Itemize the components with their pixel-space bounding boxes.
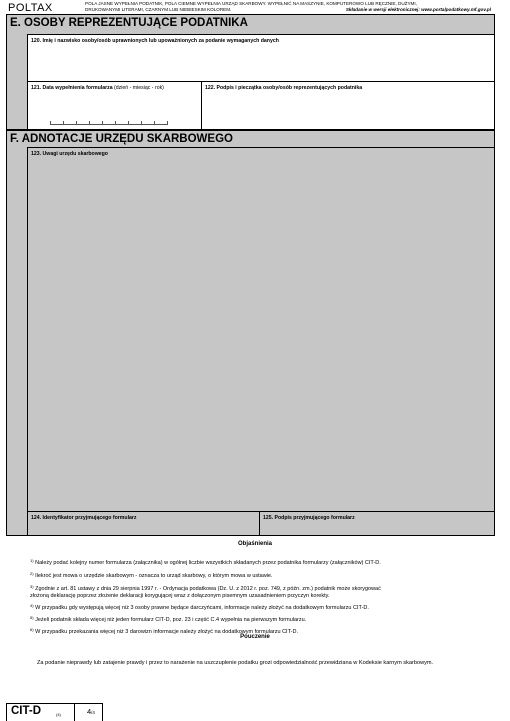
form-code-box [6, 703, 103, 721]
explanations-title: Objaśnienia [237, 541, 272, 547]
explanation-item-1: $^{1)}$ Należy podać kolejny numer formularza (załącznika) w ogólnej liczbie wszystkich składanych przez podatnika formularzy (załączników) CIT-D. [30, 558, 381, 566]
electronic-submission-note: Składanie w wersji elektronicznej: www.portalpodatkowy.mf.gov.pl [345, 6, 491, 12]
field-125-receiver-signature [260, 511, 494, 535]
explanation-item-3: $^{3)}$ Zgodnie z art. 81 ustawy z dnia 29 sierpnia 1997 r. - Ordynacja podatkowa (Dz. U. z 2012 r. poz. 749, z późn. zm.) podatnik może skorygować [30, 584, 381, 592]
explanation-item-3-cont: złożoną deklarację poprzez złożenie deklaracji korygującej wraz z dołączonym pisemnym uzasadnieniem przyczyn korekty. [30, 593, 330, 599]
explanation-item-5: $^{5)}$ Jeżeli podatnik składa więcej niż jeden formularz CIT-D, poz. 23 i część C.4 wypełnia na pierwszym formularzu. [30, 615, 307, 623]
field-122-signature[interactable] [202, 81, 494, 129]
form-code-divider [74, 704, 75, 721]
instructions-line-1: POLA JASNE WYPEŁNIA PODATNIK, POLA CIEMNE WYPEŁNIA URZĄD SKARBOWY. WYPEŁNIĆ NA MASZYNIE, KOMPUTEROWO LUB RĘCZNIE, DUŻYMI, [85, 1, 417, 6]
page-number [87, 707, 95, 716]
brand-logo: POLTAX [8, 2, 53, 14]
section-e-title: E. OSOBY REPREZENTUJĄCE PODATNIKA [10, 17, 248, 29]
explanation-item-6: $^{6)}$ W przypadku przekazania więcej niż 3 darowizn informacje należy złożyć na dodatkowym formularzu CIT-D. [30, 627, 298, 635]
page-current: 4 [87, 707, 92, 716]
form-version: (4) [56, 712, 61, 717]
field-123-label: 123. Uwagi urzędu skarbowego [31, 151, 108, 157]
field-125-label: 125. Podpis przyjmującego formularz [263, 515, 355, 521]
form-code: CIT-D [11, 705, 42, 717]
instruction-title: Pouczenie [240, 634, 270, 640]
field-120-label: 120. Imię i nazwisko osoby/osób uprawnionych lub upoważnionych za podanie wymaganych danych [31, 38, 279, 44]
field-124-label: 124. Identyfikator przyjmującego formularz [31, 515, 137, 521]
explanation-item-4: $^{4)}$ W przypadku gdy występują więcej niż 3 osoby prawne będące darczyńcami, informacje należy złożyć na dodatkowym formularzu CIT-D. [30, 603, 369, 611]
page-total: /4 [91, 710, 95, 715]
field-121-label: 121. Data wypełnienia formularza [31, 85, 113, 91]
date-boxes [50, 122, 168, 125]
explanation-item-2: $^{2)}$ Ilekroć jest mowa o urzędzie skarbowym - oznacza to urząd skarbowy, o którym mowa w ustawie. [30, 571, 273, 579]
field-124-receiver-id [27, 511, 260, 535]
instructions-line-2: DRUKOWANYMI LITERAMI, CZARNYM LUB NIEBIESKIM KOLOREM. [85, 6, 232, 12]
section-f-title: F. ADNOTACJE URZĘDU SKARBOWEGO [10, 133, 233, 145]
field-121-fill-date[interactable] [27, 81, 202, 129]
instruction-text: Za podanie nieprawdy lub zatajenie prawdy i przez to narażenie na uszczuplenie podatku grozi odpowiedzialność przewidziana w Kodeksie karnym skarbowym. [37, 660, 434, 666]
field-123-office-remarks [27, 147, 494, 511]
explanations-list [30, 557, 490, 636]
field-122-label: 122. Podpis i pieczątka osoby/osób reprezentujących podatnika [205, 85, 363, 91]
fill-instructions [85, 1, 495, 12]
field-120-representative-name[interactable] [27, 34, 494, 81]
field-121-hint: (dzień - miesiąc - rok) [114, 85, 164, 91]
